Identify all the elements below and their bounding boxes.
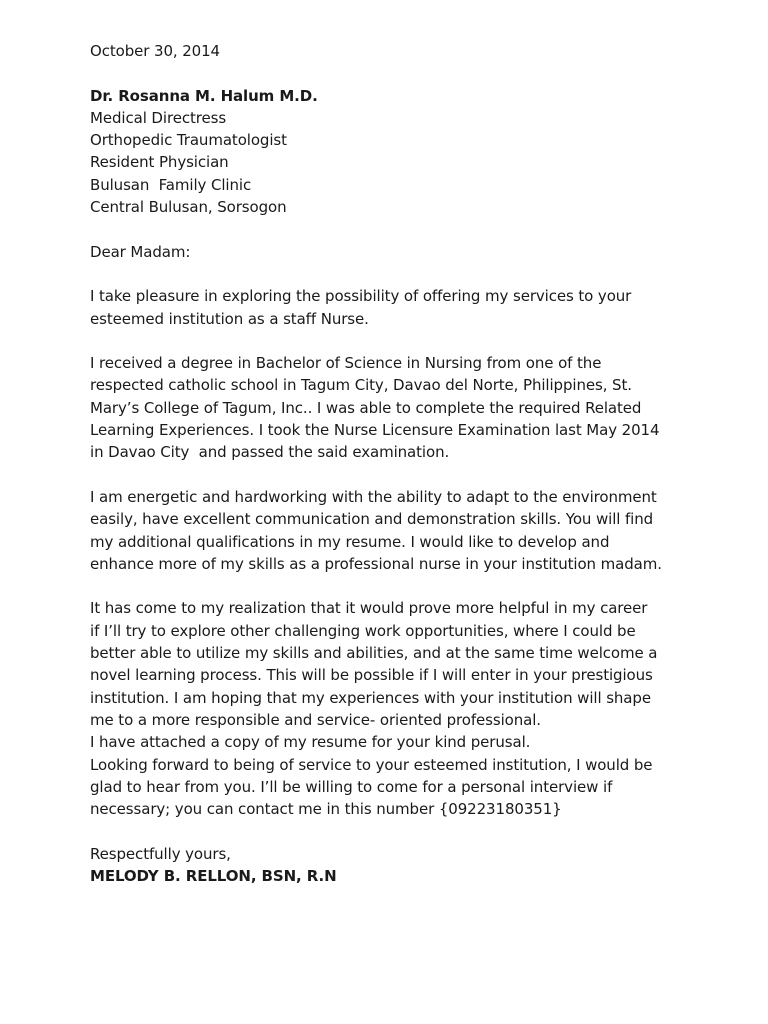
spacer	[90, 464, 690, 486]
recipient-specialty: Orthopedic Traumatologist	[90, 131, 287, 150]
salutation: Dear Madam:	[90, 242, 191, 261]
paragraph-line: novel learning process. This will be possible if I will enter in your prestigious	[90, 666, 653, 685]
spacer	[90, 330, 690, 352]
paragraph-line: I take pleasure in exploring the possibility of offering my services to your	[90, 287, 632, 306]
paragraph-skills	[90, 486, 690, 575]
letter	[90, 40, 690, 887]
paragraph-line: me to a more responsible and service- oriented professional.	[90, 710, 541, 729]
paragraph-motivation	[90, 597, 690, 820]
paragraph-line: It has come to my realization that it would prove more helpful in my career	[90, 599, 648, 618]
paragraph-line: institution. I am hoping that my experiences with your institution will shape	[90, 688, 651, 707]
spacer	[90, 575, 690, 597]
closing: Respectfully yours,	[90, 844, 231, 863]
spacer	[90, 820, 690, 842]
paragraph-education	[90, 352, 690, 463]
recipient-block	[90, 85, 690, 219]
recipient-clinic: Bulusan Family Clinic	[90, 175, 252, 194]
paragraph-line: better able to utilize my skills and abilities, and at the same time welcome a	[90, 644, 658, 663]
spacer	[90, 263, 690, 285]
paragraph-line: in Davao City and passed the said examination.	[90, 443, 450, 462]
paragraph-line: glad to hear from you. I’ll be willing to come for a personal interview if	[90, 777, 613, 796]
spacer	[90, 62, 690, 84]
recipient-title: Medical Directress	[90, 108, 227, 127]
recipient-name: Dr. Rosanna M. Halum M.D.	[90, 86, 318, 105]
recipient-position: Resident Physician	[90, 153, 229, 172]
paragraph-line: Looking forward to being of service to your esteemed institution, I would be	[90, 755, 653, 774]
paragraph-intro	[90, 285, 690, 330]
spacer	[90, 218, 690, 240]
paragraph-line: my additional qualifications in my resume. I would like to develop and	[90, 532, 610, 551]
paragraph-line: respected catholic school in Tagum City, Davao del Norte, Philippines, St.	[90, 376, 632, 395]
paragraph-line: easily, have excellent communication and demonstration skills. You will find	[90, 510, 654, 529]
signature-name: MELODY B. RELLON, BSN, R.N	[90, 866, 337, 885]
letter-date: October 30, 2014	[90, 42, 220, 60]
paragraph-line: I have attached a copy of my resume for your kind perusal.	[90, 733, 531, 752]
paragraph-line: enhance more of my skills as a professional nurse in your institution madam.	[90, 554, 662, 573]
paragraph-line: esteemed institution as a staff Nurse.	[90, 309, 369, 328]
paragraph-line: Mary’s College of Tagum, Inc.. I was able to complete the required Related	[90, 398, 642, 417]
paragraph-line: Learning Experiences. I took the Nurse Licensure Examination last May 2014	[90, 421, 660, 440]
paragraph-line: I am energetic and hardworking with the ability to adapt to the environment	[90, 487, 657, 506]
paragraph-line: I received a degree in Bachelor of Science in Nursing from one of the	[90, 354, 602, 373]
paragraph-line: necessary; you can contact me in this number {09223180351}	[90, 800, 562, 819]
paragraph-line: if I’ll try to explore other challenging work opportunities, where I could be	[90, 621, 636, 640]
recipient-address: Central Bulusan, Sorsogon	[90, 198, 287, 217]
